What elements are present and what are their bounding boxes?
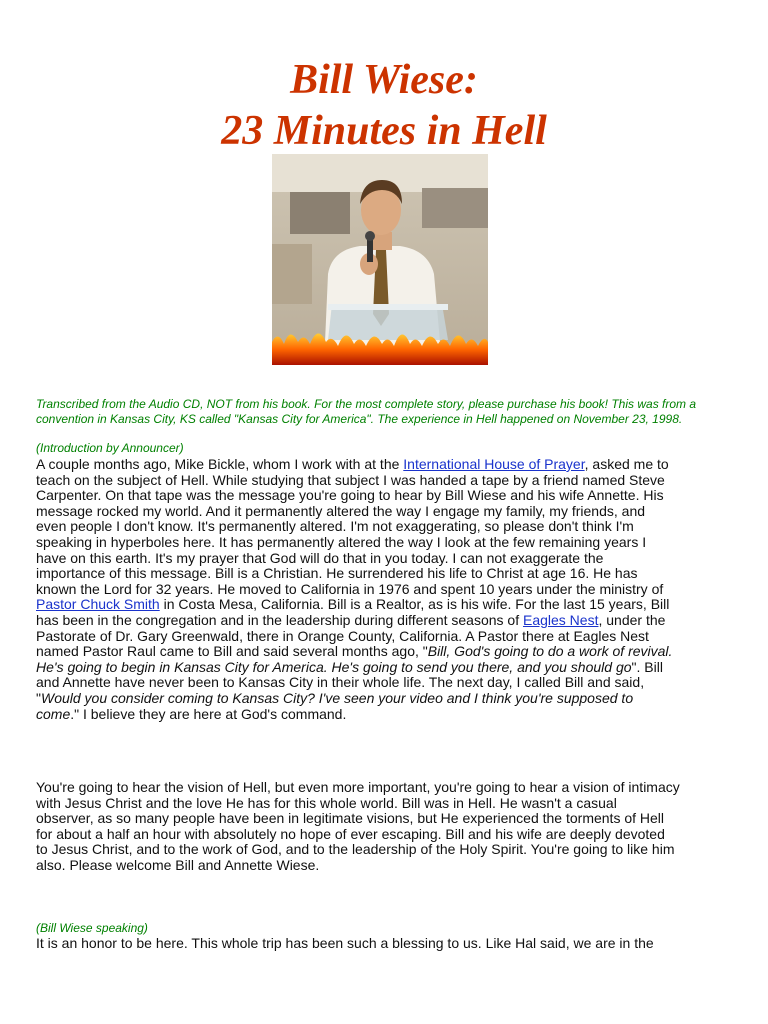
text-span: , asked me to: [584, 456, 669, 472]
text-line: known the Lord for 32 years. He moved to California in 1976 and spent 10 years under the ministry of: [36, 580, 664, 597]
text-line: [36, 597, 736, 613]
transcription-note-line-2: convention in Kansas City, KS called "Kansas City for America". The experience in Hell happened on November 23, 1998.: [36, 412, 683, 426]
intro-label: (Introduction by Announcer): [36, 441, 184, 455]
text-line: observer, as so many people have been in legitimate visions, but He experienced the torments of Hell: [36, 810, 665, 827]
text-line: [36, 457, 736, 473]
quote-italic: He's going to begin in Kansas City for America. He's going to send you there, and you should go: [36, 658, 632, 675]
chuck-smith-link[interactable]: Pastor Chuck Smith: [36, 596, 160, 613]
text-span: in Costa Mesa, California. Bill is a Realtor, as is his wife. For the last 15 years, Bill: [159, 596, 670, 613]
announcer-paragraph: [36, 457, 736, 722]
text-line: [36, 707, 736, 723]
quote-italic: Bill, God's going to do a work of revival.: [427, 643, 673, 660]
text-span: ": [36, 689, 41, 706]
text-line: Carpenter. On that tape was the message you're going to hear by Bill Wiese and his wife Annette. His: [36, 487, 664, 504]
text-span: , under the: [598, 611, 666, 628]
text-line: to Jesus Christ, and to the work of God, and to the leadership of the Holy Spirit. You're going to like him: [36, 841, 675, 858]
eagles-nest-link[interactable]: Eagles Nest: [522, 611, 599, 628]
text-line: Pastorate of Dr. Gary Greenwald, there in Orange County, California. A Pastor there at Eagles Nest: [36, 627, 649, 644]
quote-italic: come: [36, 705, 71, 722]
text-line: and Annette have never been to Kansas City in their whole life. The next day, I called Bill and said,: [36, 674, 645, 691]
text-line: [36, 613, 736, 629]
text-span: A couple months ago, Mike Bickle, whom I work with at the: [36, 456, 404, 472]
text-span: ." I believe they are here at God's command.: [70, 705, 347, 722]
text-span: named Pastor Raul came to Bill and said several months ago, ": [36, 643, 428, 660]
text-span: ". Bill: [631, 658, 663, 675]
text-line: have on this earth. It's my prayer that God will do that in you today. I can not exaggerate the: [36, 549, 604, 566]
text-line: for about a half an hour with absolutely no hope of ever escaping. Bill and his wife are deeply devoted: [36, 825, 665, 842]
text-line: It is an honor to be here. This whole trip has been such a blessing to us. Like Hal said, we are in the: [36, 935, 654, 951]
text-line: [36, 644, 736, 660]
text-span: has been in the congregation and in the leadership during different seasons of: [36, 611, 523, 628]
quote-italic: Would you consider coming to Kansas City? I've seen your video and I think you're supposed to: [40, 689, 634, 706]
title-line-1: Bill Wiese:: [290, 57, 478, 103]
transcription-note: [36, 397, 736, 427]
text-line: with Jesus Christ and the love He has for this whole world. Bill was in Hell. He wasn't a casual: [36, 794, 617, 811]
text-line: [36, 691, 736, 707]
text-line: even people I don't know. It's permanently altered. I'm not exaggerating, so please don't think I'm: [36, 518, 634, 535]
title-line-2: 23 Minutes in Hell: [221, 108, 547, 154]
text-line: You're going to hear the vision of Hell, but even more important, you're going to hear a vision of intimacy: [36, 779, 680, 795]
text-line: message rocked my world. And it permanently altered the way I engage my family, my friends, and: [36, 502, 646, 519]
transcription-note-line-1: Transcribed from the Audio CD, NOT from his book. For the most complete story, please purchase his book! This was from a: [36, 397, 697, 411]
ihop-link[interactable]: International House of Prayer: [403, 456, 585, 472]
bill-speaking-paragraph: [36, 936, 736, 952]
vision-paragraph: [36, 780, 736, 874]
text-line: importance of this message. Bill is a Christian. He surrendered his life to Christ at age 16. He has: [36, 565, 638, 582]
text-line: [36, 660, 736, 676]
text-line: teach on the subject of Hell. While studying that subject I was handed a tape by a friend named Steve: [36, 471, 665, 488]
speaker-photo: [272, 154, 488, 365]
speaker-label: (Bill Wiese speaking): [36, 921, 148, 935]
speaker-photo-illustration: [272, 154, 488, 365]
text-line: also. Please welcome Bill and Annette Wiese.: [36, 856, 320, 873]
text-line: speaking in hyperboles here. It has permanently altered the way I look at the few remaining years I: [36, 533, 647, 550]
